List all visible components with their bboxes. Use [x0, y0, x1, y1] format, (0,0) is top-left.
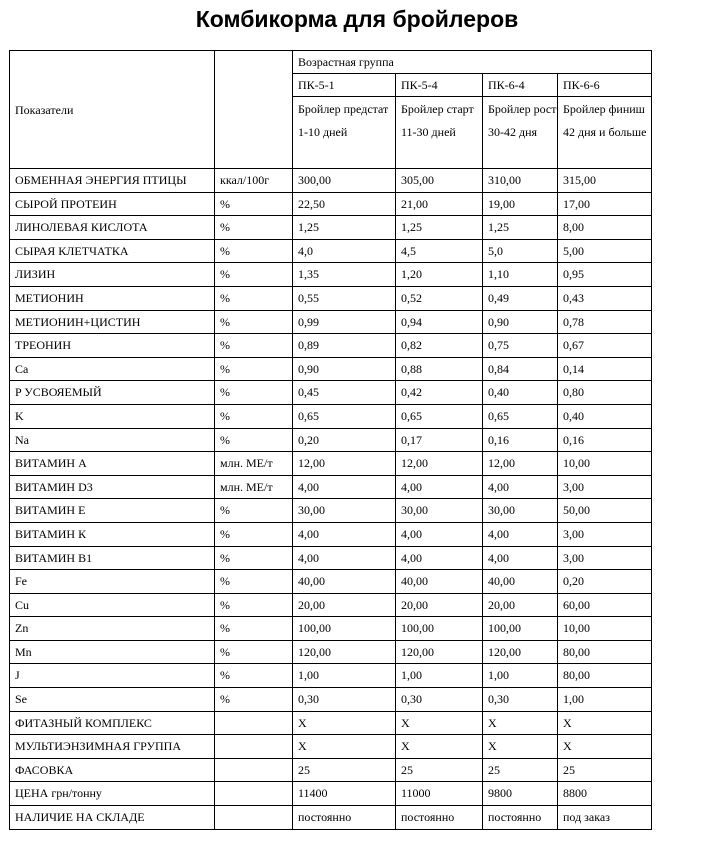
table-row [10, 239, 652, 263]
value-cell: 17,00 [558, 192, 652, 216]
value-cell: 0,16 [558, 428, 652, 452]
indicator-header: Показатели [10, 51, 215, 169]
indicator-name: ЛИЗИН [10, 263, 215, 287]
value-cell: 1,00 [396, 664, 483, 688]
value-cell: X [483, 735, 558, 759]
indicator-name: МЕТИОНИН [10, 286, 215, 310]
unit-header [215, 51, 293, 169]
value-cell: 4,00 [483, 475, 558, 499]
value-cell: 0,16 [483, 428, 558, 452]
value-cell: 0,43 [558, 286, 652, 310]
table-row [10, 216, 652, 240]
table-row [10, 640, 652, 664]
value-cell: X [293, 711, 396, 735]
value-cell: 0,17 [396, 428, 483, 452]
indicator-unit: % [215, 499, 293, 523]
indicator-unit: % [215, 428, 293, 452]
value-cell: 12,00 [483, 452, 558, 476]
value-cell: 12,00 [293, 452, 396, 476]
value-cell: 1,00 [293, 664, 396, 688]
table-row [10, 570, 652, 594]
value-cell: 10,00 [558, 452, 652, 476]
value-cell: 0,40 [483, 381, 558, 405]
indicator-unit: % [215, 286, 293, 310]
product-code: ПК-6-6 [558, 74, 652, 97]
value-cell: 0,45 [293, 381, 396, 405]
value-cell: 0,20 [558, 570, 652, 594]
value-cell: 4,00 [396, 475, 483, 499]
indicator-unit: ккал/100г [215, 169, 293, 193]
value-cell: X [396, 735, 483, 759]
value-cell: 20,00 [483, 593, 558, 617]
value-cell: 0,20 [293, 428, 396, 452]
table-row [10, 735, 652, 759]
value-cell: 0,80 [558, 381, 652, 405]
value-cell: 3,00 [558, 475, 652, 499]
value-cell: 12,00 [396, 452, 483, 476]
indicator-unit: % [215, 192, 293, 216]
value-cell: 100,00 [396, 617, 483, 641]
page-title: Комбикорма для бройлеров [195, 6, 519, 32]
value-cell: 25 [558, 758, 652, 782]
value-cell: 0,94 [396, 310, 483, 334]
value-cell: 310,00 [483, 169, 558, 193]
value-cell: 0,89 [293, 334, 396, 358]
indicator-unit: % [215, 310, 293, 334]
product-description: Бройлер предстат 1-10 дней [293, 97, 396, 169]
value-cell: 120,00 [396, 640, 483, 664]
indicator-name: Ca [10, 357, 215, 381]
value-cell: 0,65 [483, 404, 558, 428]
table-row [10, 688, 652, 712]
table-row [10, 758, 652, 782]
value-cell: 0,84 [483, 357, 558, 381]
table-row [10, 169, 652, 193]
product-description: Бройлер старт 11-30 дней [396, 97, 483, 169]
value-cell: 0,88 [396, 357, 483, 381]
indicator-unit: % [215, 239, 293, 263]
indicator-name: МУЛЬТИЭНЗИМНАЯ ГРУППА [10, 735, 215, 759]
value-cell: X [293, 735, 396, 759]
value-cell: 4,00 [483, 522, 558, 546]
value-cell: 0,82 [396, 334, 483, 358]
value-cell: 3,00 [558, 546, 652, 570]
table-row [10, 475, 652, 499]
indicator-name: ВИТАМИН В1 [10, 546, 215, 570]
age-group-header: Возрастная группа [293, 51, 652, 74]
value-cell: 0,75 [483, 334, 558, 358]
indicator-name: НАЛИЧИЕ НА СКЛАДЕ [10, 806, 215, 830]
value-cell: 100,00 [483, 617, 558, 641]
indicator-name: ЛИНОЛЕВАЯ КИСЛОТА [10, 216, 215, 240]
value-cell: 50,00 [558, 499, 652, 523]
value-cell: 40,00 [293, 570, 396, 594]
value-cell: 0,30 [293, 688, 396, 712]
indicator-unit: % [215, 216, 293, 240]
value-cell: 1,25 [293, 216, 396, 240]
value-cell: 300,00 [293, 169, 396, 193]
value-cell: постоянно [293, 806, 396, 830]
value-cell: 0,99 [293, 310, 396, 334]
value-cell: 60,00 [558, 593, 652, 617]
value-cell: 0,90 [483, 310, 558, 334]
indicator-name: P УСВОЯЕМЫЙ [10, 381, 215, 405]
table-row [10, 192, 652, 216]
table-row [10, 782, 652, 806]
value-cell: 80,00 [558, 640, 652, 664]
indicator-unit: % [215, 570, 293, 594]
table-row [10, 404, 652, 428]
value-cell: 30,00 [293, 499, 396, 523]
value-cell: 10,00 [558, 617, 652, 641]
feed-table [9, 50, 652, 830]
indicator-name: Zn [10, 617, 215, 641]
indicator-unit: % [215, 688, 293, 712]
value-cell: 25 [293, 758, 396, 782]
table-row [10, 546, 652, 570]
indicator-name: ЦЕНА грн/тонну [10, 782, 215, 806]
indicator-name: СЫРОЙ ПРОТЕИН [10, 192, 215, 216]
value-cell: 0,30 [483, 688, 558, 712]
table-row [10, 593, 652, 617]
indicator-name: ВИТАМИН D3 [10, 475, 215, 499]
value-cell: 0,42 [396, 381, 483, 405]
indicator-name: K [10, 404, 215, 428]
value-cell: 9800 [483, 782, 558, 806]
indicator-name: ФАСОВКА [10, 758, 215, 782]
value-cell: 4,00 [396, 546, 483, 570]
table-row [10, 286, 652, 310]
table-row [10, 381, 652, 405]
value-cell: 0,55 [293, 286, 396, 310]
indicator-unit: % [215, 640, 293, 664]
value-cell: X [483, 711, 558, 735]
value-cell: 11400 [293, 782, 396, 806]
table-row [10, 806, 652, 830]
value-cell: 4,00 [293, 475, 396, 499]
value-cell: 0,65 [396, 404, 483, 428]
product-description: Бройлер рост 30-42 дня [483, 97, 558, 169]
value-cell: X [558, 735, 652, 759]
indicator-name: Cu [10, 593, 215, 617]
value-cell: 5,0 [483, 239, 558, 263]
indicator-unit: % [215, 357, 293, 381]
value-cell: 1,25 [396, 216, 483, 240]
table-row [10, 428, 652, 452]
value-cell: 40,00 [396, 570, 483, 594]
value-cell: 0,65 [293, 404, 396, 428]
value-cell: 4,00 [483, 546, 558, 570]
value-cell: 0,14 [558, 357, 652, 381]
indicator-unit: % [215, 404, 293, 428]
value-cell: 0,90 [293, 357, 396, 381]
table-row [10, 617, 652, 641]
product-code: ПК-5-4 [396, 74, 483, 97]
value-cell: 19,00 [483, 192, 558, 216]
indicator-unit: млн. МЕ/т [215, 452, 293, 476]
indicator-name: Se [10, 688, 215, 712]
value-cell: 1,00 [558, 688, 652, 712]
value-cell: 30,00 [396, 499, 483, 523]
indicator-unit: % [215, 522, 293, 546]
value-cell: 80,00 [558, 664, 652, 688]
value-cell: 1,20 [396, 263, 483, 287]
value-cell: 4,5 [396, 239, 483, 263]
indicator-unit: % [215, 334, 293, 358]
value-cell: 0,40 [558, 404, 652, 428]
indicator-name: ВИТАМИН Е [10, 499, 215, 523]
indicator-name: Mn [10, 640, 215, 664]
indicator-name: ВИТАМИН А [10, 452, 215, 476]
indicator-name: ОБМЕННАЯ ЭНЕРГИЯ ПТИЦЫ [10, 169, 215, 193]
indicator-unit: млн. МЕ/т [215, 475, 293, 499]
value-cell: 1,10 [483, 263, 558, 287]
value-cell: 8,00 [558, 216, 652, 240]
value-cell: 4,00 [396, 522, 483, 546]
value-cell: 0,30 [396, 688, 483, 712]
table-row [10, 711, 652, 735]
value-cell: 20,00 [396, 593, 483, 617]
value-cell: постоянно [483, 806, 558, 830]
value-cell: 8800 [558, 782, 652, 806]
indicator-name: ФИТАЗНЫЙ КОМПЛЕКС [10, 711, 215, 735]
indicator-unit [215, 735, 293, 759]
table-row [10, 499, 652, 523]
table-row [10, 357, 652, 381]
value-cell: 1,25 [483, 216, 558, 240]
value-cell: постоянно [396, 806, 483, 830]
value-cell: 120,00 [293, 640, 396, 664]
value-cell: 1,35 [293, 263, 396, 287]
value-cell: 0,95 [558, 263, 652, 287]
indicator-unit: % [215, 593, 293, 617]
header-row-group [10, 51, 652, 74]
product-code: ПК-5-1 [293, 74, 396, 97]
value-cell: 120,00 [483, 640, 558, 664]
value-cell: 20,00 [293, 593, 396, 617]
indicator-name: Na [10, 428, 215, 452]
table-row [10, 522, 652, 546]
value-cell: 30,00 [483, 499, 558, 523]
indicator-name: ВИТАМИН К [10, 522, 215, 546]
product-code: ПК-6-4 [483, 74, 558, 97]
value-cell: 0,52 [396, 286, 483, 310]
value-cell: 40,00 [483, 570, 558, 594]
indicator-unit: % [215, 617, 293, 641]
value-cell: 4,0 [293, 239, 396, 263]
indicator-unit: % [215, 664, 293, 688]
value-cell: 1,00 [483, 664, 558, 688]
indicator-unit [215, 758, 293, 782]
value-cell: 315,00 [558, 169, 652, 193]
value-cell: 100,00 [293, 617, 396, 641]
value-cell: 0,49 [483, 286, 558, 310]
indicator-unit [215, 806, 293, 830]
value-cell: 305,00 [396, 169, 483, 193]
table-row [10, 263, 652, 287]
indicator-name: Fe [10, 570, 215, 594]
value-cell: 11000 [396, 782, 483, 806]
table-row [10, 334, 652, 358]
indicator-name: МЕТИОНИН+ЦИСТИН [10, 310, 215, 334]
indicator-unit: % [215, 546, 293, 570]
value-cell: X [558, 711, 652, 735]
value-cell: X [396, 711, 483, 735]
indicator-name: J [10, 664, 215, 688]
value-cell: 4,00 [293, 522, 396, 546]
feed-table-body [10, 51, 652, 830]
value-cell: 0,78 [558, 310, 652, 334]
value-cell: 4,00 [293, 546, 396, 570]
table-row [10, 452, 652, 476]
indicator-unit [215, 782, 293, 806]
value-cell: 3,00 [558, 522, 652, 546]
indicator-name: СЫРАЯ КЛЕТЧАТКА [10, 239, 215, 263]
table-row [10, 310, 652, 334]
value-cell: 21,00 [396, 192, 483, 216]
value-cell: 5,00 [558, 239, 652, 263]
indicator-unit: % [215, 263, 293, 287]
indicator-unit [215, 711, 293, 735]
table-row [10, 664, 652, 688]
value-cell: под заказ [558, 806, 652, 830]
value-cell: 25 [483, 758, 558, 782]
value-cell: 0,67 [558, 334, 652, 358]
indicator-unit: % [215, 381, 293, 405]
value-cell: 25 [396, 758, 483, 782]
value-cell: 22,50 [293, 192, 396, 216]
indicator-name: ТРЕОНИН [10, 334, 215, 358]
product-description: Бройлер финиш 42 дня и больше [558, 97, 652, 169]
